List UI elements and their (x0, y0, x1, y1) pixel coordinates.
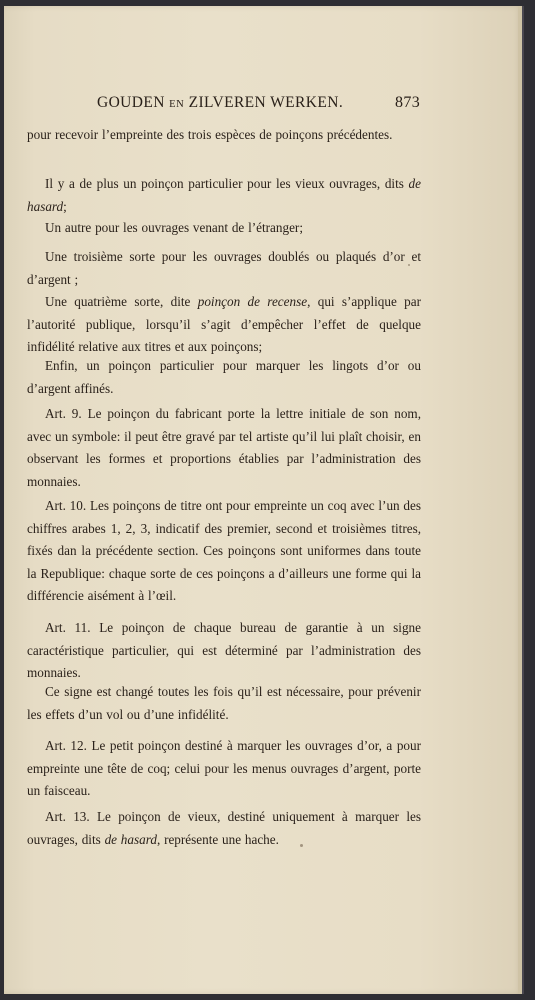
paragraph-text: Une troisième sorte pour les ouvrages doublés ou plaqués d’or et d’argent ; (27, 249, 421, 287)
paragraph (27, 124, 421, 147)
paragraph (27, 217, 421, 240)
paragraph (27, 617, 421, 685)
paragraph-text: Enfin, un poinçon particulier pour marquer les lingots d’or ou d’argent affinés. (27, 358, 421, 396)
ink-spot (408, 264, 410, 266)
paragraph-text: Art. 11. Le poinçon de chaque bureau de garantie à un signe caractéristique particulier, qui est déterminé par l’administration des monnaies. (27, 620, 421, 681)
paragraph (27, 173, 421, 218)
running-head (97, 94, 427, 112)
running-head-part1: GOUDEN (97, 94, 165, 111)
paragraph-text: Art. 12. Le petit poinçon destiné à marquer les ouvrages d’or, a pour empreinte une tête de coq; celui pour les menus ouvrages d’argent, porte un faisceau. (27, 738, 421, 799)
paragraph-text: Un autre pour les ouvrages venant de l’étranger; (45, 220, 303, 235)
paragraph-text: Art. 9. Le poinçon du fabricant porte la lettre initiale de son nom, avec un symbole: il peut être gravé par tel artiste qu’il lui plaît choisir, en observant les formes et proportions établies par l’administration des monnaies. (27, 406, 421, 489)
paragraph (27, 495, 421, 608)
paragraph (27, 355, 421, 400)
paragraph-text: , qui s’applique par l’autorité publique, lorsqu’il s’agit d’empêcher l’effet de quelque infidélité relative aux titres et aux poinçons; (27, 294, 421, 355)
italic-term: de hasard (27, 176, 421, 214)
paragraph-text: Art. 13. Le poinçon de vieux, destiné uniquement à marquer les ouvrages, dits (27, 809, 421, 847)
page-number: 873 (395, 94, 421, 111)
ink-spot (300, 844, 303, 847)
italic-term: poinçon de recense (197, 294, 308, 309)
paragraph-text: Une quatrième sorte, dite (45, 294, 198, 309)
paragraph-text: ; (63, 198, 67, 214)
page-edge (518, 6, 522, 994)
running-head-part2: EN (169, 99, 185, 110)
paragraph (27, 246, 421, 291)
book-page (4, 6, 522, 994)
paragraph (27, 735, 421, 803)
paragraph-text: , représente une hache. (156, 831, 279, 847)
paragraph (27, 806, 421, 851)
paragraph-text: Ce signe est changé toutes les fois qu’il est nécessaire, pour prévenir les effets d’un vol ou d’une infidélité. (27, 684, 421, 722)
paragraph (27, 681, 421, 726)
italic-term: de hasard (104, 831, 157, 847)
paragraph (27, 291, 421, 359)
paragraph-text: Art. 10. Les poinçons de titre ont pour empreinte un coq avec l’un des chiffres arabes 1, 2, 3, indicatif des premier, second et troisièmes titres, fixés dan la précédente section. Ces poinçons sont uniformes dans toute la Republique: chaque sorte de ces poinçons a d’ailleurs une forme qui la différencie aisément à l’œil. (27, 498, 422, 604)
paragraph-text: Il y a de plus un poinçon particulier pour les vieux ouvrages, dits (45, 176, 409, 191)
running-head-part3: ZILVEREN WERKEN. (188, 94, 344, 111)
paragraph-text: pour recevoir l’empreinte des trois espèces de poinçons précédentes. (27, 127, 393, 142)
paragraph (27, 403, 421, 493)
